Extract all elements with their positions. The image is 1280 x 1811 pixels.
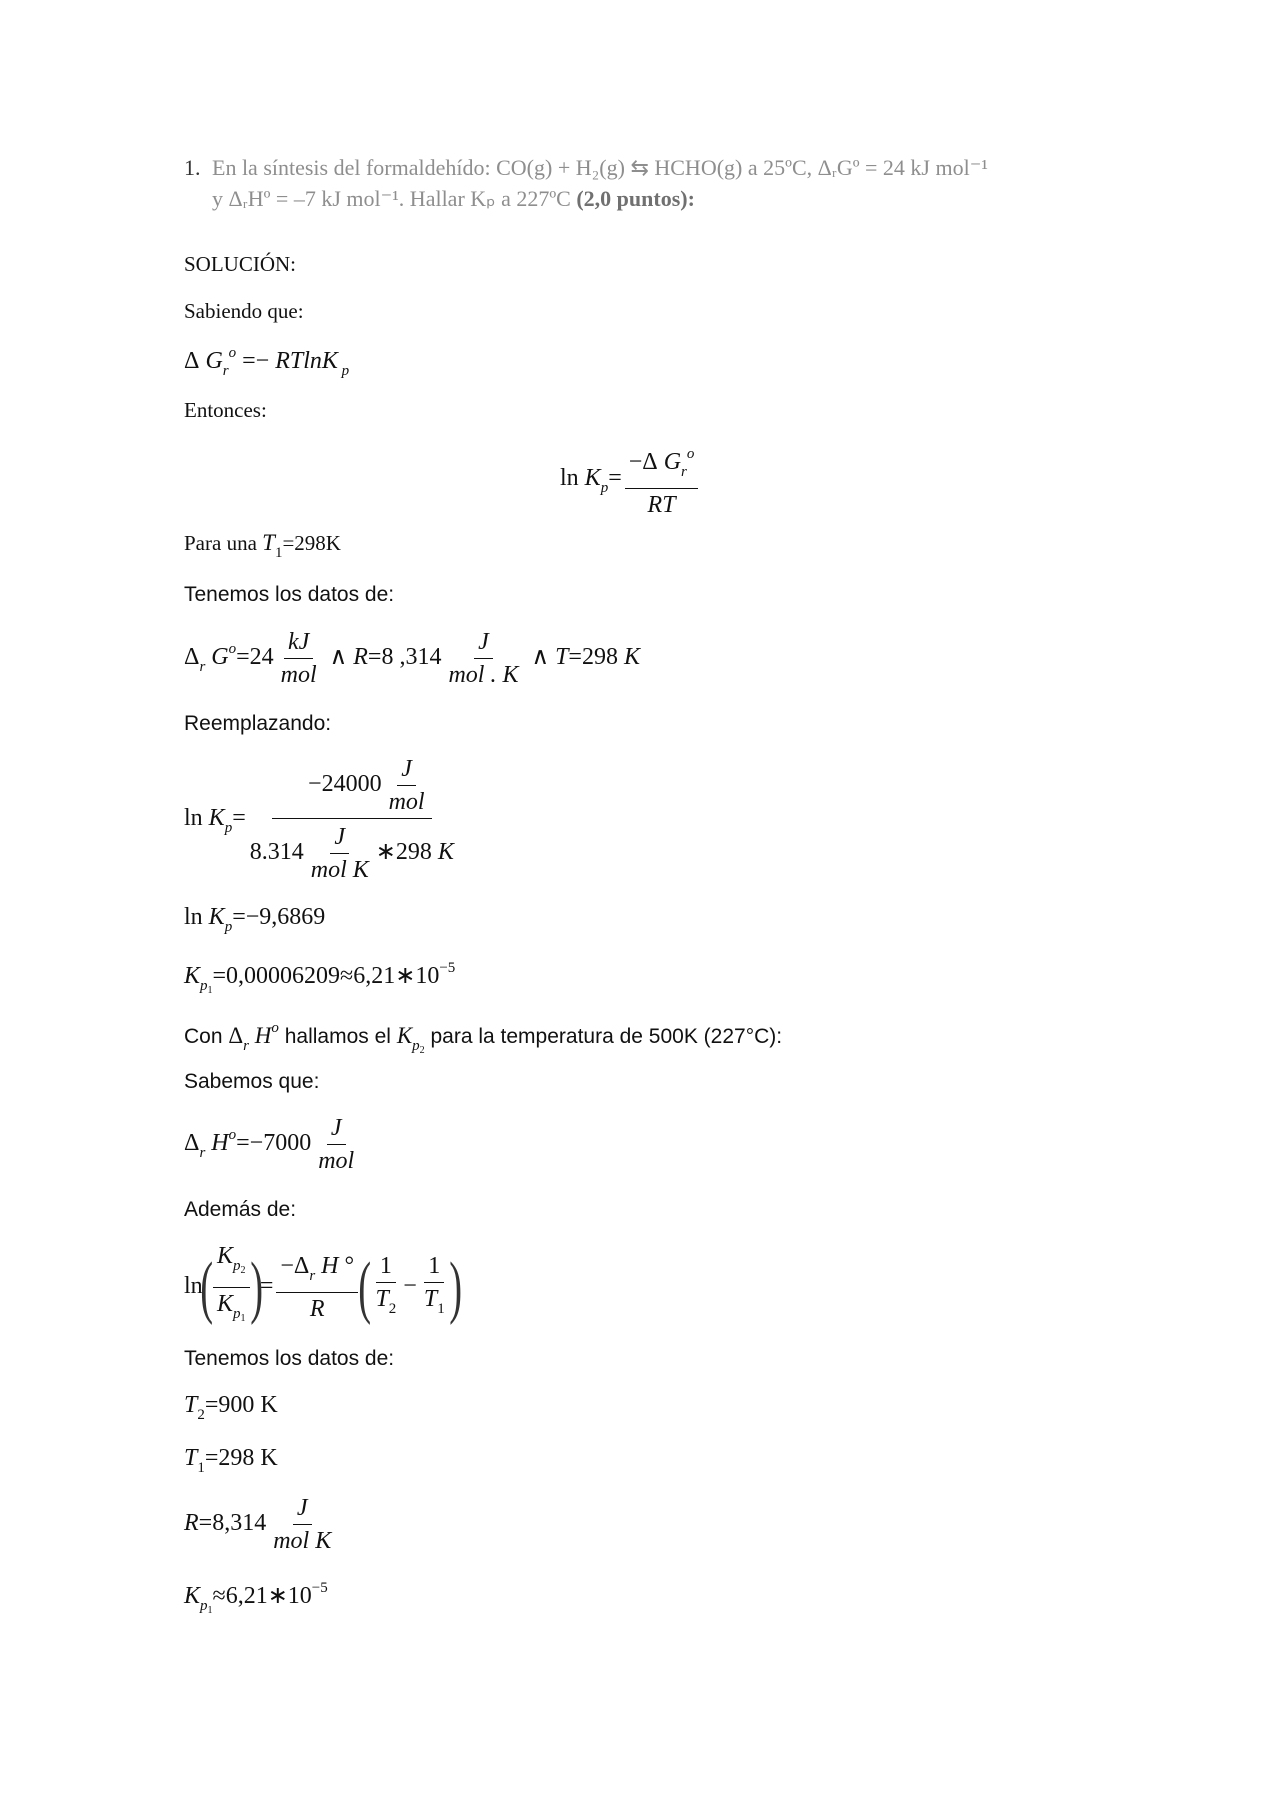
con-line: Con $\Delta_r$ $H^o$ hallamos el $K_{p_2}$ para la temperatura de 500K (227°C): [184,1020,783,1056]
sabiendo-label: Sabiendo que: [184,299,304,323]
equation-lnkp: $\ln K_p=$ $\frac{-\Delta G_r^o}{RT}$ [560,440,701,519]
equation-kp1-result: $K_{p_1}=0,00006209\approx 6,21∗10^{-5}$ [184,960,456,996]
equation-enthalpy: $\Delta_r$ $H^o=-7000$ $\frac{J}{\text{mol}}$ [184,1115,355,1174]
data-t2: $T_2=900$ K [184,1392,278,1423]
equation-lnkp-result: $\ln K_p=-9,6869$ [184,904,326,935]
data-kp1: $K_{p_1}\approx 6,21∗10^{-5}$ [184,1580,328,1616]
entonces-label: Entonces: [184,398,267,422]
solucion-heading: SOLUCIÓN: [184,252,297,276]
tenemos-datos-label-1: Tenemos los datos de: [184,583,395,606]
equation-data-1: $\Delta_r$ $G^o=24$ $\frac{kJ}{\text{mol}}$ ∧ R=8 ,314 $\frac{J}{\text{mol . K}}$ ∧ T=298 K [184,629,640,688]
equation-substitution: $\ln K_p=$ −24000 $\frac{J}{\text{mol}}$ 8.314 $\frac{J}{\text{mol K}}$ ∗298 K [184,756,454,883]
problem-number: 1. [184,155,201,180]
problem-line-1: En la síntesis del formaldehído: CO(g) + H₂(g) ⇆ HCHO(g) a 25ºC, ΔᵣGº = 24 kJ mol⁻¹ [212,155,988,180]
equation-gibbs: Δ $G_r^o =- RTlnK$ $_p$ [184,345,350,379]
sabemos-label: Sabemos que: [184,1070,320,1093]
ademas-label: Además de: [184,1198,297,1221]
equation-vant-hoff: ln( $\frac{K_{p_2}}{K_{p_1}}$ )= $\frac{-\Delta_r H ^\circ}{R}$ ( $\frac{1}{T_2}$ − $\frac{1}{T_1}$ ) [184,1243,462,1326]
problem-points: (2,0 puntos): [576,186,695,211]
reemplazando-label: Reemplazando: [184,712,332,735]
tenemos-datos-label-2: Tenemos los datos de: [184,1347,395,1370]
problem-line-2: y ΔᵣHº = –7 kJ mol⁻¹. Hallar Kₚ a 227ºC (2,0 puntos): [212,186,695,211]
para-una-line: Para una $T_1=298K$ [184,530,341,561]
data-t1: $T_1=298$ K [184,1445,278,1476]
data-r: R=8,314 $\frac{J}{\text{mol K}}$ [184,1495,332,1554]
